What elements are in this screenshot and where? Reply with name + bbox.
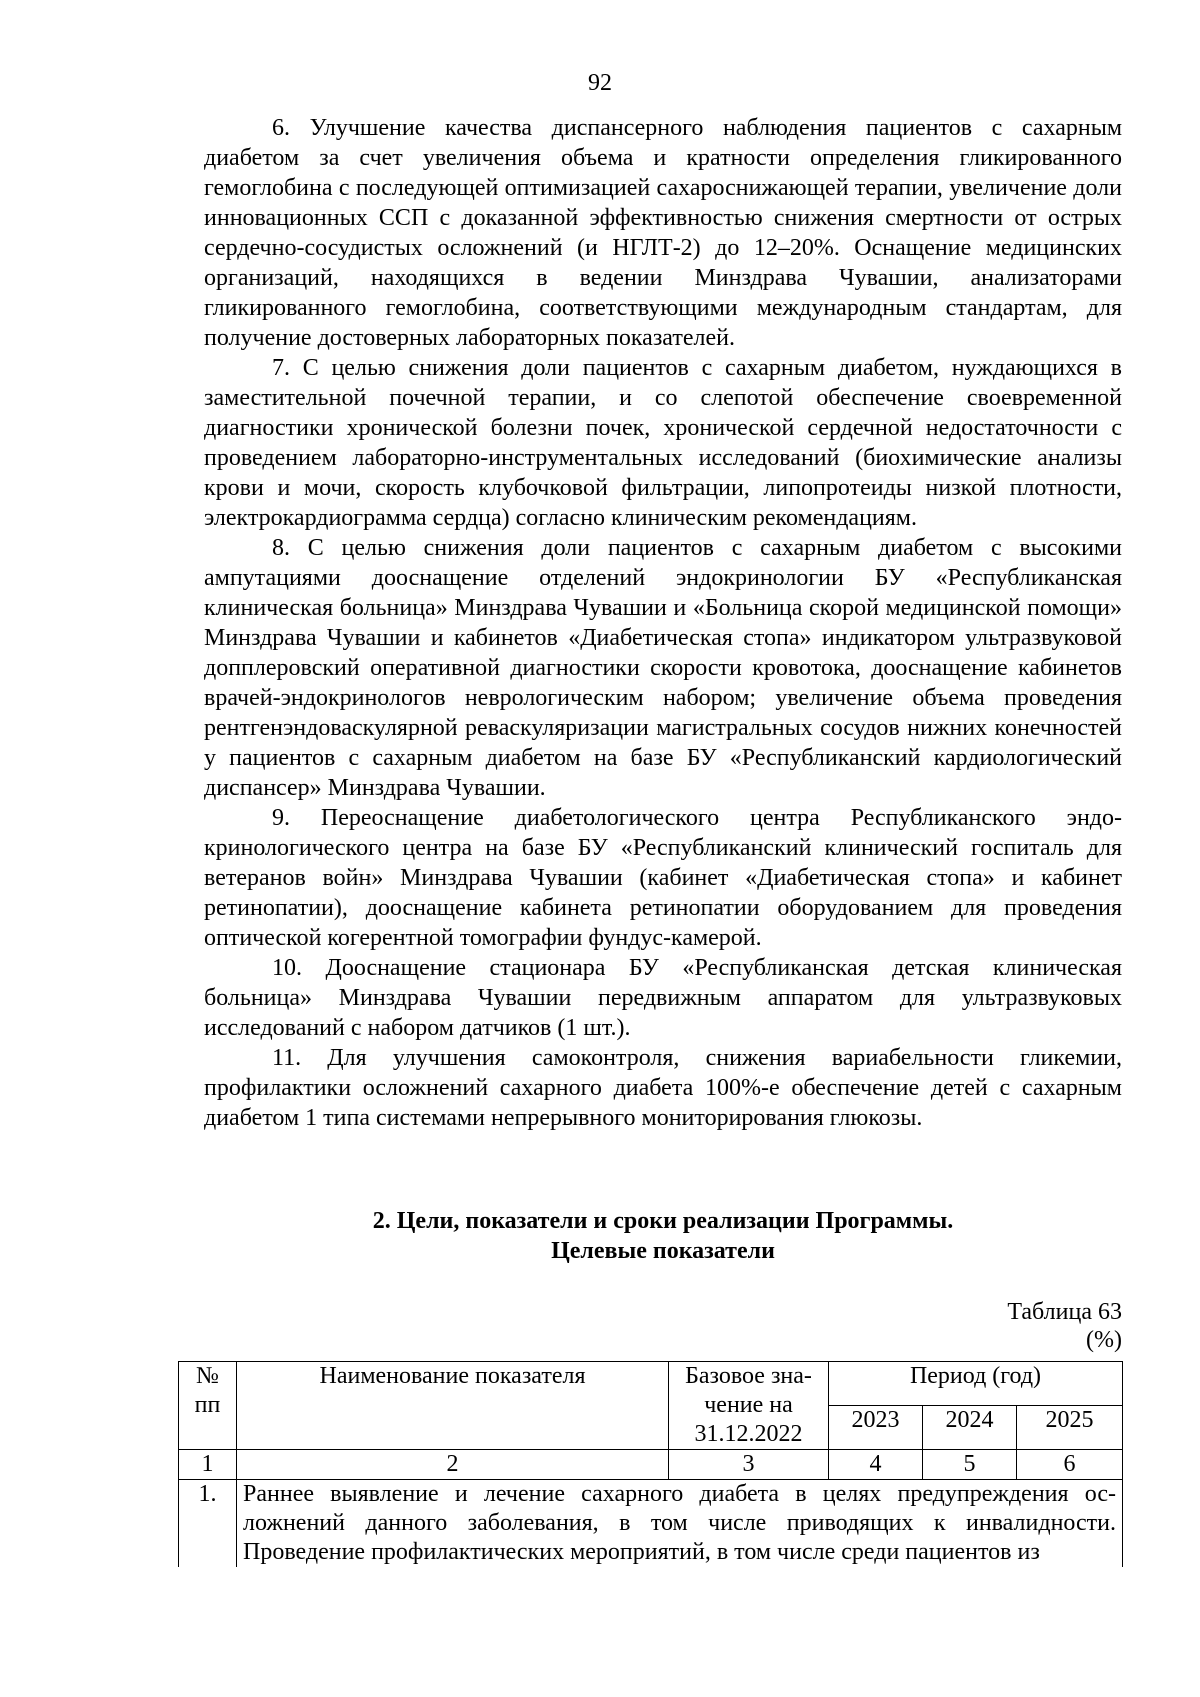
table-column-numbers-row	[179, 1450, 1123, 1480]
column-number: 6	[1017, 1450, 1123, 1480]
paragraph-6: 6. Улучшение качества диспансерного наблюдения пациентов с сахарным диабетом за счет увеличения объема и кратности определения гликированного гемоглобина с последующей оптимизацией сахароснижающей терапии, увеличение доли инновационных ССП с доказанной эффективностью снижения смертности от острых сердечно-сосудистых осложнений (и НГЛТ-2) до 12–20%. Оснащение медицинских организаций, находящихся в ведении Минздрава Чувашии, анализаторами гликированного гемоглобина, соответствующими международным стандартам, для получение достоверных лабораторных показателей.	[204, 115, 1122, 351]
table-label: Таблица 63	[1007, 1299, 1122, 1325]
column-number: 4	[829, 1450, 923, 1480]
header-base-line1: Базовое зна-	[685, 1363, 812, 1389]
header-base-line2: чение на	[704, 1392, 793, 1418]
header-number-line2: пп	[194, 1392, 221, 1418]
table-caption	[204, 1298, 1122, 1354]
paragraph-10: 10. Дооснащение стационара БУ «Республиканская детская клиническая больница» Минздрава Чувашии передвижным аппаратом для ультразвуковых исследований с набором датчиков (1 шт.).	[204, 955, 1122, 1041]
column-number: 3	[669, 1450, 829, 1480]
header-year-2025: 2025	[1017, 1406, 1123, 1450]
header-number-line1: №	[196, 1363, 219, 1389]
target-indicators-table	[178, 1361, 1123, 1567]
header-name: Наименование показателя	[237, 1362, 669, 1450]
paragraph-11: 11. Для улучшения самоконтроля, снижения вариабельности гликемии, профилактики осложнений сахарного диабета 100%-е обеспечение детей с сахарным диабетом 1 типа системами непрерывного мониторирования глюкозы.	[204, 1045, 1122, 1131]
table-unit: (%)	[1086, 1327, 1122, 1353]
section-heading-line1: 2. Цели, показатели и сроки реализации Программы.	[372, 1208, 954, 1234]
header-number	[179, 1362, 237, 1450]
row-number: 1.	[179, 1480, 237, 1568]
table-row	[179, 1480, 1123, 1568]
row-section-text: Раннее выявление и лечение сахарного диабета в целях предупреждения осложнений данного заболевания, в том числе приводящих к инвалидности. Проведение профилактических мероприятий, в том числе среди пациентов из	[237, 1480, 1123, 1568]
header-year-2023: 2023	[829, 1406, 923, 1450]
header-base-value	[669, 1362, 829, 1450]
section-heading	[204, 1206, 1122, 1266]
body-text	[204, 113, 1122, 1133]
header-year-2024: 2024	[923, 1406, 1017, 1450]
header-period: Период (год)	[829, 1362, 1123, 1406]
column-number: 1	[179, 1450, 237, 1480]
table-header-row	[179, 1362, 1123, 1406]
column-number: 5	[923, 1450, 1017, 1480]
paragraph-8: 8. С целью снижения доли пациентов с сахарным диабетом с высокими ампутациями дооснащение отделений эндокринологии БУ «Республиканская клиническая больница» Минздрава Чувашии и «Больница скорой медицинской помощи» Минздрава Чувашии и кабинетов «Диабетическая стопа» индикатором ультразвуковой допплеровский оперативной диагностики скорости кровотока, дооснащение кабинетов врачей-эндокринологов неврологическим набором; увеличение объема проведения рентгенэндоваскулярной реваскуляризации магистральных сосудов нижних конечностей у пациентов с сахарным диабетом на базе БУ «Республиканский кардиологический диспансер» Минздрава Чувашии.	[204, 535, 1122, 801]
section-heading-line2: Целевые показатели	[551, 1238, 775, 1264]
paragraph-9: 9. Переоснащение диабетологического центра Республиканского эндокринологического центра на базе БУ «Республиканский клинический госпиталь для ветеранов войн» Минздрава Чувашии (кабинет «Диабетическая стопа» и кабинет ретинопатии), дооснащение кабинета ретинопатии оборудованием для проведения оптической когерентной томографии фундус-камерой.	[204, 805, 1122, 951]
paragraph-7: 7. С целью снижения доли пациентов с сахарным диабетом, нуждающихся в заместительной почечной терапии, и со слепотой обеспечение своевременной диагностики хронической болезни почек, хронической сердечной недостаточности с проведением лабораторно-инструментальных исследований (биохимические анализы крови и мочи, скорость клубочковой фильтрации, липопротеиды низкой плотности, электрокардиограмма сердца) согласно клиническим рекомендациям.	[204, 355, 1122, 531]
header-base-line3: 31.12.2022	[694, 1421, 803, 1447]
page-number: 92	[588, 70, 612, 96]
column-number: 2	[237, 1450, 669, 1480]
